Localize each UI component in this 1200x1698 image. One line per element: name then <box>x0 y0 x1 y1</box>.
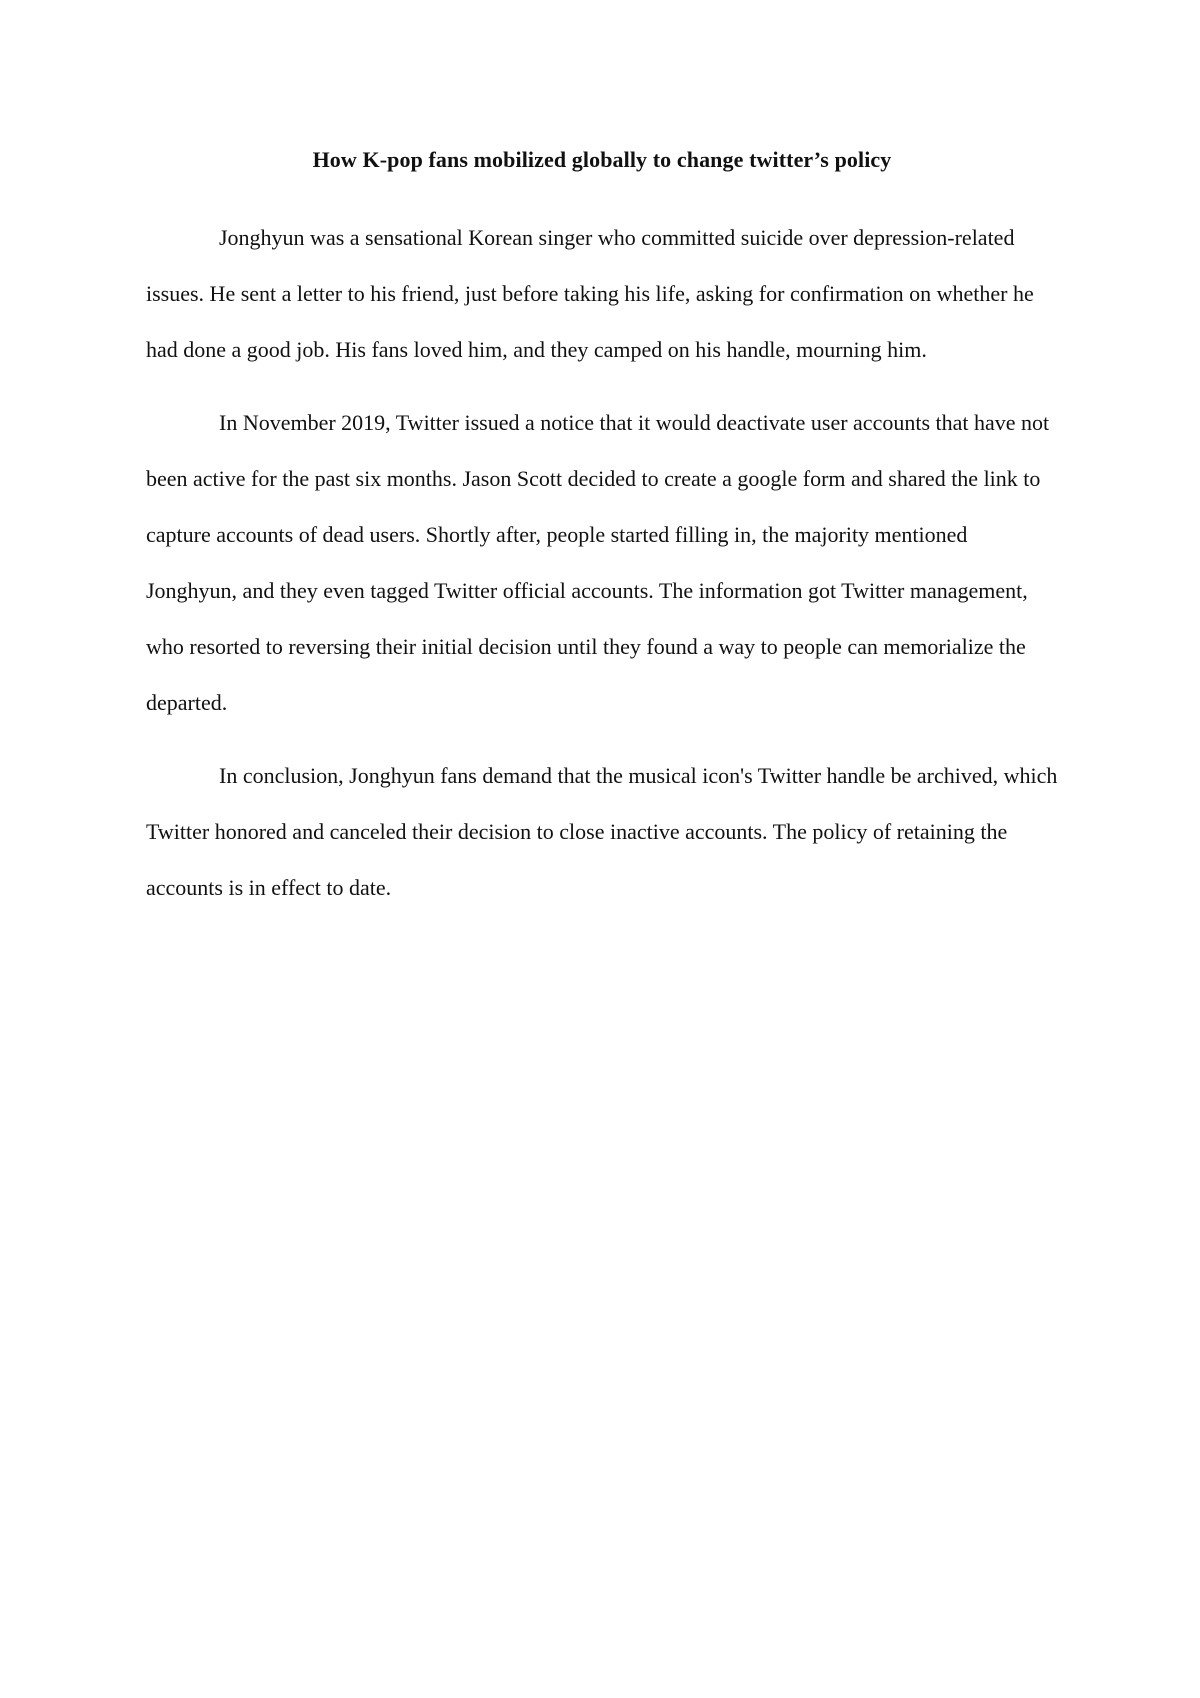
document-body <box>146 140 1058 916</box>
paragraph-twitter-notice: In November 2019, Twitter issued a notice that it would deactivate user accounts that have not been active for the past six months. Jason Scott decided to create a google form and shared the link to capture accounts of dead users. Shortly after, people started filling in, the majority mentioned Jonghyun, and they even tagged Twitter official accounts. The information got Twitter management, who resorted to reversing their initial decision until they found a way to people can memorialize the departed. <box>146 410 1050 715</box>
paragraph-intro: Jonghyun was a sensational Korean singer who committed suicide over depression-related issues. He sent a letter to his friend, just before taking his life, asking for confirmation on whether he had done a good job. His fans loved him, and they camped on his handle, mourning him. <box>146 225 1034 362</box>
document-title: How K-pop fans mobilized globally to change twitter’s policy <box>312 147 892 172</box>
paragraph-conclusion: In conclusion, Jonghyun fans demand that the musical icon's Twitter handle be archived, which Twitter honored and canceled their decision to close inactive accounts. The policy of retaining the accounts is in effect to date. <box>146 763 1058 900</box>
